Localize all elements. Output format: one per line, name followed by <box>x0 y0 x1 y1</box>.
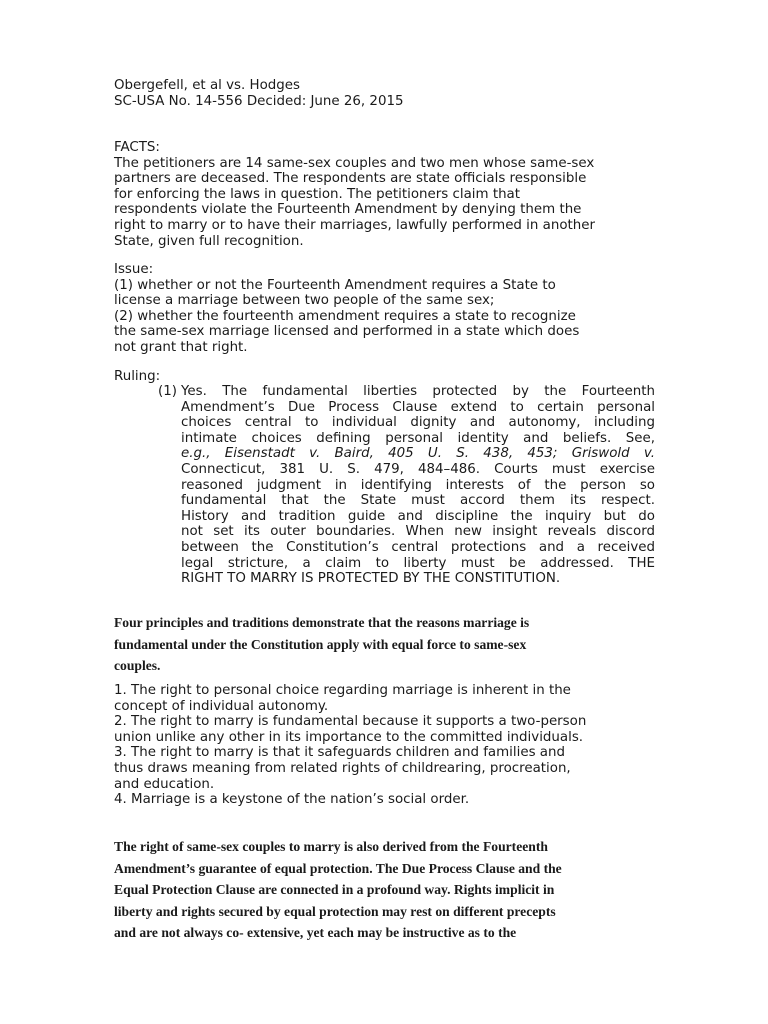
ruling-line: reasoned judgment in identifying interests of the person so <box>181 477 655 493</box>
facts-line: The petitioners are 14 same-sex couples and two men whose same-sex <box>114 155 595 171</box>
ruling-line: between the Constitution’s central protections and a received <box>181 539 655 555</box>
ruling-heading <box>114 369 659 385</box>
case-number-date: SC-USA No. 14-556 Decided: June 26, 2015 <box>114 93 404 109</box>
ruling-line: legal stricture, a claim to liberty must be addressed. THE <box>181 555 655 571</box>
case-header <box>114 78 659 109</box>
principle-line: concept of individual autonomy. <box>114 698 329 714</box>
equal-protection-line: The right of same-sex couples to marry is also derived from the Fourteenth <box>114 839 548 854</box>
ruling-line: fundamental that the State must accord them its respect. <box>181 493 655 509</box>
equal-protection-line: Amendment’s guarantee of equal protection. The Due Process Clause and the <box>114 860 562 876</box>
ruling-number: (1) <box>158 384 177 399</box>
ruling-line: intimate choices defining personal identity and beliefs. See, <box>181 430 655 446</box>
facts-line: partners are deceased. The respondents are state officials responsible <box>114 171 587 187</box>
facts-line: right to marry or to have their marriages, lawfully performed in another <box>114 217 596 233</box>
principles-list <box>114 683 659 808</box>
ruling-line: Yes. The fundamental liberties protected by the Fourteenth <box>181 384 655 399</box>
facts-line: for enforcing the laws in question. The petitioners claim that <box>114 186 521 202</box>
ruling-line: RIGHT TO MARRY IS PROTECTED BY THE CONSTITUTION. <box>181 571 561 587</box>
issue-line: (2) whether the fourteenth amendment requires a state to recognize <box>114 308 576 324</box>
ruling-heading-text: Ruling: <box>114 369 161 384</box>
issue-section <box>114 262 659 356</box>
ruling-line: not set its outer boundaries. When new insight reveals discord <box>181 524 655 540</box>
ruling-line: Amendment’s Due Process Clause extend to certain personal <box>181 399 655 415</box>
case-title: Obergefell, et al vs. Hodges <box>114 78 301 93</box>
principles-intro-line: couples. <box>114 658 161 673</box>
facts-line: respondents violate the Fourteenth Amendment by denying them the <box>114 202 582 218</box>
principle-line: 4. Marriage is a keystone of the nation’s social order. <box>114 792 470 808</box>
equal-protection-line: Equal Protection Clause are connected in a profound way. Rights implicit in <box>114 882 555 897</box>
principle-line: 1. The right to personal choice regarding marriage is inherent in the <box>114 683 571 698</box>
principles-intro-line: Four principles and traditions demonstrate that the reasons marriage is <box>114 615 530 630</box>
ruling-line: choices central to individual dignity and autonomy, including <box>181 415 655 431</box>
ruling-body <box>181 384 655 587</box>
ruling-line: e.g., Eisenstadt v. Baird, 405 U. S. 438, 453; Griswold v. <box>181 446 655 462</box>
facts-line: State, given full recognition. <box>114 233 304 249</box>
issue-line: the same-sex marriage licensed and performed in a state which does <box>114 324 580 340</box>
issue-heading: Issue: <box>114 262 154 277</box>
principle-line: union unlike any other in its importance to the committed individuals. <box>114 729 584 745</box>
principles-intro-line: fundamental under the Constitution apply with equal force to same-sex <box>114 636 527 652</box>
equal-protection-line: and are not always co- extensive, yet each may be instructive as to the <box>114 925 517 940</box>
principle-line: and education. <box>114 776 215 792</box>
principle-line: 2. The right to marry is fundamental because it supports a two-person <box>114 714 587 730</box>
equal-protection-paragraph <box>114 836 659 944</box>
principle-line: 3. The right to marry is that it safeguards children and families and <box>114 745 565 761</box>
ruling-line: Connecticut, 381 U. S. 479, 484–486. Courts must exercise <box>181 461 655 477</box>
principle-line: thus draws meaning from related rights of childrearing, procreation, <box>114 760 571 776</box>
equal-protection-line: liberty and rights secured by equal protection may rest on different precepts <box>114 903 556 919</box>
facts-section <box>114 140 659 249</box>
issue-line: not grant that right. <box>114 339 248 355</box>
facts-heading: FACTS: <box>114 140 160 155</box>
issue-line: (1) whether or not the Fourteenth Amendment requires a State to <box>114 277 556 293</box>
issue-line: license a marriage between two people of the same sex; <box>114 293 495 309</box>
principles-intro <box>114 612 659 677</box>
ruling-line: History and tradition guide and discipline the inquiry but do <box>181 508 655 524</box>
